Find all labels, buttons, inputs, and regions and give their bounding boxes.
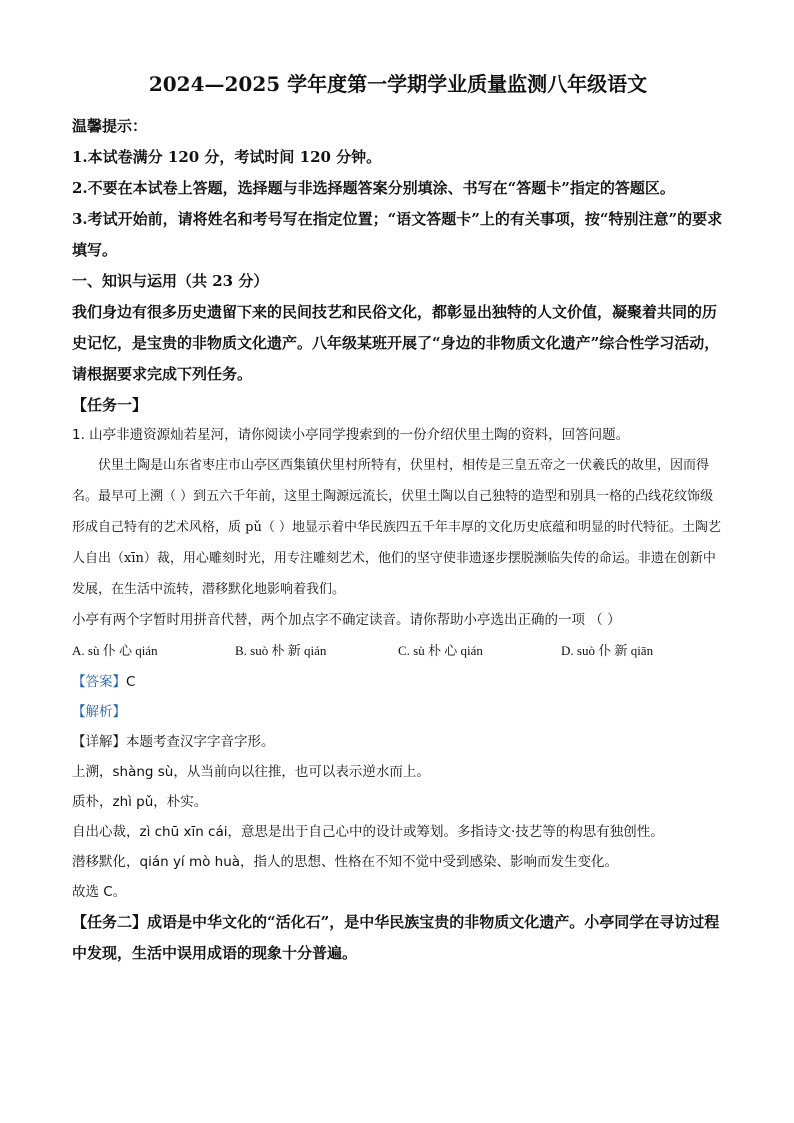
option-c: C. sù 朴 心 qián xyxy=(398,643,483,658)
analysis-label: 【解析】 xyxy=(72,704,126,720)
detail-text: 本题考查汉字字音字形。 xyxy=(126,734,275,750)
detail-label: 【详解】 xyxy=(72,734,126,750)
explanation-line-3: 自出心裁，zì chū xīn cái，意思是出于自己心中的设计或筹划。多指诗文·技艺等的构思有独创性。 xyxy=(72,824,664,840)
task1-label: 【任务一】 xyxy=(72,396,148,414)
task2-label: 【任务二】 xyxy=(72,913,148,931)
option-a: A. sù 仆 心 qián xyxy=(72,643,158,658)
detail-line xyxy=(72,727,724,757)
task2-text: 成语是中华文化的“活化石”，是中华民族宝贵的非物质文化遗产。小亭同学在寻访过程中发现，生活中误用成语的现象十分普遍。 xyxy=(72,913,720,962)
section1-heading: 一、知识与运用（共 23 分） xyxy=(72,272,269,290)
notice-heading: 温馨提示： xyxy=(72,117,148,135)
explanation-line-1: 上溯，shàng sù，从当前向以往推，也可以表示逆水而上。 xyxy=(72,764,430,780)
option-b: B. suò 朴 新 qián xyxy=(235,643,327,658)
notice-item-2: 2.不要在本试卷上答题，选择题与非选择题答案分别填涂、书写在“答题卡”指定的答题区。 xyxy=(72,179,675,197)
task1-passage: 伏里土陶是山东省枣庄市山亭区西集镇伏里村所特有，伏里村，相传是三皇五帝之一伏羲氏的故里，因而得名。最早可上溯（ ）到五六千年前，这里土陶源远流长，伏里土陶以自己独特的造型和别具一格的凸线花纹饰级形成自己特有的艺术风格，质 pǔ（ ）地显示着中华民族四五千年丰厚的文化历史底蕴和明显的时代特征。土陶艺人自出（xīn）裁，用心雕刻时光，用专注雕刻艺术，他们的坚守使非遗逐步摆脱濒临失传的命运。非遗在创新中发展，在生活中流转，潜移默化地影响着我们。 xyxy=(72,458,721,597)
answer-value: C xyxy=(126,674,136,690)
explanation-line-2: 质朴，zhì pǔ，朴实。 xyxy=(72,794,208,810)
section1-intro: 我们身边有很多历史遗留下来的民间技艺和民俗文化，都彰显出独特的人文价值，凝聚着共同的历史记忆，是宝贵的非物质文化遗产。八年级某班开展了“身边的非物质文化遗产”综合性学习活动，请根据要求完成下列任务。 xyxy=(72,303,720,383)
exam-title: 2024—2025 学年度第一学期学业质量监测八年级语文 xyxy=(148,72,648,96)
answer-options xyxy=(72,635,724,667)
explanation-line-4: 潜移默化，qián yí mò huà，指人的思想、性格在不知不觉中受到感染、影响而发生变化。 xyxy=(72,854,619,870)
answer-line xyxy=(72,667,724,697)
explanation-line-5: 故选 C。 xyxy=(72,884,127,900)
task1-question: 1. 山亭非遗资源灿若星河，请你阅读小亭同学搜索到的一份介绍伏里土陶的资料，回答问题。 xyxy=(72,427,630,443)
answer-label: 【答案】 xyxy=(72,674,126,690)
notice-item-1: 1.本试卷满分 120 分，考试时间 120 分钟。 xyxy=(72,148,382,166)
notice-item-3: 3.考试开始前，请将姓名和考号写在指定位置；“语文答题卡”上的有关事项，按“特别注意”的要求填写。 xyxy=(72,210,723,259)
task2-paragraph xyxy=(72,907,724,969)
option-d: D. suò 仆 新 qiān xyxy=(561,643,654,658)
exam-page xyxy=(72,68,724,969)
task1-prompt: 小亭有两个字暂时用拼音代替，两个加点字不确定读音。请你帮助小亭选出正确的一项 （ ） xyxy=(72,612,621,628)
analysis-line xyxy=(72,697,724,727)
